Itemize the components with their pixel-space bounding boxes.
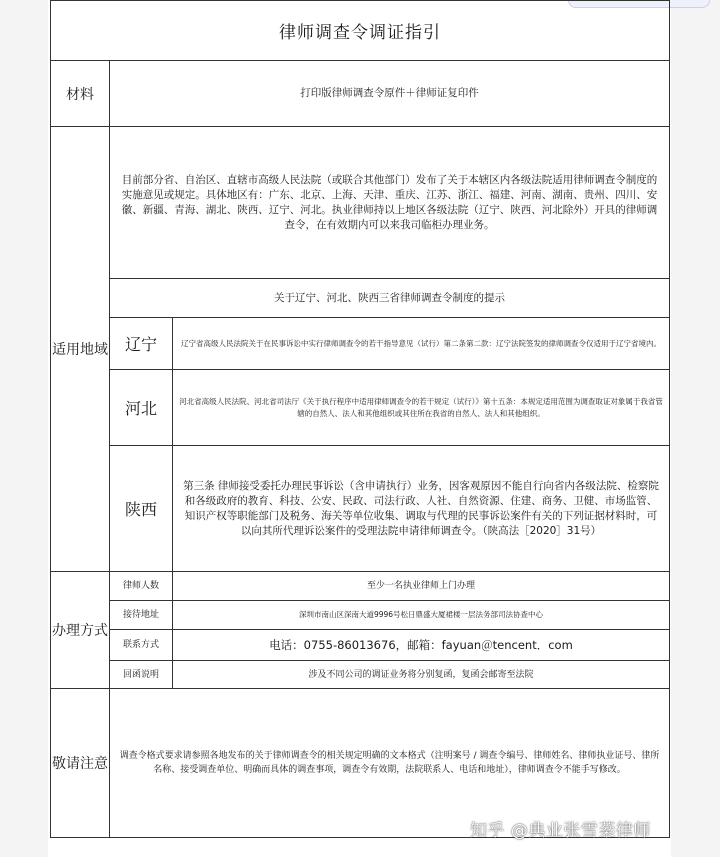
province-liaoning-label-cell bbox=[109, 317, 173, 370]
province-liaoning-text-cell bbox=[172, 317, 670, 370]
document-title bbox=[50, 0, 670, 61]
method-row-value-cell bbox=[172, 629, 670, 661]
province-hebei-text: 河北省高级人民法院、河北省司法厅《关于执行程序中适用律师调查令的若干规定（试行）》第十五条：本规定适用范围为调查取证对象属于我省管辖的自然人、法人和其他组织或其住所在我省的自然人、法人和其他组织。 bbox=[179, 396, 663, 418]
method-row-value-cell bbox=[172, 571, 670, 601]
method-label: 办理方式 bbox=[52, 623, 108, 639]
region-intro-cell bbox=[109, 126, 670, 279]
method-row-label: 回函说明 bbox=[122, 669, 159, 680]
method-row-label: 律师人数 bbox=[122, 581, 159, 591]
material-text: 打印版律师调查令原件＋律师证复印件 bbox=[300, 87, 479, 99]
province-shaanxi-label-cell bbox=[109, 445, 173, 572]
province-shaanxi-text-cell bbox=[172, 445, 670, 572]
material-label-cell bbox=[50, 60, 110, 127]
notice-label-cell bbox=[50, 688, 110, 838]
method-row-label-cell bbox=[109, 629, 173, 661]
region-note-title: 关于辽宁、河北、陕西三省律师调查令制度的提示 bbox=[274, 291, 505, 304]
province-hebei-label-cell bbox=[109, 369, 173, 446]
province-hebei-name: 河北 bbox=[124, 399, 157, 418]
method-row-label-cell bbox=[109, 571, 173, 601]
province-liaoning-text: 辽宁省高级人民法院关于在民事诉讼中实行律师调查令的若干指导意见（试行）第二条第二款：辽宁法院签发的律师调查令仅适用于辽宁省境内。 bbox=[181, 338, 661, 348]
notice-label: 敬请注意 bbox=[52, 756, 108, 772]
method-row-value: 电话：0755-86013676，邮箱：fayuan＠tencent．com bbox=[269, 637, 573, 652]
method-row-value: 涉及不同公司的调证业务将分别复函，复函会邮寄至法院 bbox=[308, 669, 534, 680]
material-value-cell bbox=[109, 60, 670, 127]
method-row-label-cell bbox=[109, 600, 173, 630]
method-label-cell bbox=[50, 571, 110, 689]
method-row-value: 深圳市南山区深南大道9996号松日鼎盛大厦裙楼一层法务部司法协查中心 bbox=[298, 610, 544, 619]
province-shaanxi-name: 陕西 bbox=[124, 500, 157, 519]
region-label-cell bbox=[50, 126, 110, 572]
method-row-value-cell bbox=[172, 600, 670, 630]
province-shaanxi-text: 第三条 律师接受委托办理民事诉讼（含申请执行）业务，因客观原因不能自行向省内各级法院、检察院和各级政府的教育、科技、公安、民政、司法行政、人社、自然资源、住建、商务、卫健、市场监管、知识产权等职能部门及税务、海关等单位收集、调取与代理的民事诉讼案件有关的下列证据材料时，可以向其所代理诉讼案件的受理法院申请律师调查令。（陕高法［2020］31号） bbox=[183, 479, 659, 537]
province-hebei-text-cell bbox=[172, 369, 670, 446]
document-title-text: 律师调查令调证指引 bbox=[279, 23, 441, 43]
material-label: 材料 bbox=[66, 86, 94, 103]
zhihu-watermark: 知乎 @典业张雪棻律师 bbox=[470, 821, 651, 841]
method-row-value: 至少一名执业律师上门办理 bbox=[366, 581, 475, 591]
region-note-title-cell bbox=[109, 278, 670, 318]
region-intro-text: 目前部分省、自治区、直辖市高级人民法院（或联合其他部门）发布了关于本辖区内各级法院适用律师调查令制度的实施意见或规定。具体地区有：广东、北京、上海、天津、重庆、江苏、浙江、福建、河南、湖南、贵州、四川、安徽、新疆、青海、湖北、陕西、辽宁、河北。执业律师持以上地区各级法院（辽宁、陕西、河北除外）开具的律师调查令，在有效期内可以来我司临柜办理业务。 bbox=[121, 173, 658, 231]
province-liaoning-name: 辽宁 bbox=[124, 335, 157, 354]
method-row-value-cell bbox=[172, 660, 670, 689]
method-row-label-cell bbox=[109, 660, 173, 689]
region-label: 适用地域 bbox=[52, 342, 108, 358]
method-row-label: 接待地址 bbox=[122, 610, 159, 620]
notice-text: 调查令格式要求请参照各地发布的关于律师调查令的相关规定明确的文本格式（注明案号 / 调查令编号、律师姓名、律师执业证号、律所名称、接受调查单位、明确而具体的调查事项，调查令有效期，法院联系人、电话和地址），律师调查令不能手写修改。 bbox=[119, 751, 660, 775]
method-row-label: 联系方式 bbox=[122, 640, 159, 650]
